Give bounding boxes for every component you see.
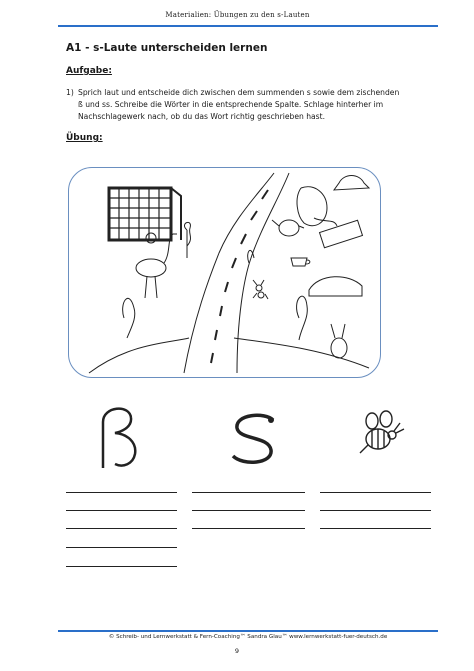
teapot-illustration [272,220,304,236]
answer-line-col1-4[interactable] [66,547,177,548]
instruction-line-1: Sprich laut und entscheide dich zwischen dem summenden s sowie dem zischenden [78,88,400,97]
ant-illustration [253,280,268,299]
answer-line-col1-1[interactable] [66,492,177,493]
walrus-baby-illustration [297,187,337,226]
footer-credit: © Schreib- und Lernwerkstatt & Fern-Coaching™ Sandra Glau™ www.lernwerkstatt-fuer-deutsch.de [108,634,388,640]
flute-illustration [320,220,363,248]
iron-illustration [309,277,362,296]
answer-line-col3-2[interactable] [320,510,431,511]
answer-line-col1-5[interactable] [66,566,177,567]
bee-icon [350,405,410,465]
answer-line-col2-1[interactable] [192,492,305,493]
cup-illustration [291,258,310,266]
goal-net-illustration [109,188,181,240]
instruction-number: 1) [66,88,74,97]
answer-line-col1-3[interactable] [66,528,177,529]
answer-line-col1-2[interactable] [66,510,177,511]
answer-line-col2-2[interactable] [192,510,305,511]
instruction-line-2: ß und ss. Schreibe die Wörter in die entsprechende Spalte. Schlage hinterher im [78,100,384,109]
header-rule [58,25,438,27]
scene-illustration [69,168,382,379]
page-number: 9 [234,647,240,655]
page-header: Materialien: Übungen zu den s-Lauten [165,11,310,19]
instruction-line-3: Nachschlagewerk nach, ob du das Wort richtig geschrieben hast. [78,112,326,121]
picture-scene [68,167,381,378]
uebung-label: Übung: [66,133,103,143]
eszett-letter-icon [85,400,145,470]
bunny-illustration [331,324,347,358]
task-title: A1 - s-Laute unterscheiden lernen [66,42,268,54]
rose-illustration [184,222,190,258]
answer-line-col3-3[interactable] [320,528,431,529]
answer-line-col3-1[interactable] [320,492,431,493]
ostrich-illustration [136,234,177,298]
bush-left [123,298,135,338]
hat-illustration [334,176,369,191]
instruction [66,87,420,123]
snake-icon [225,410,285,470]
bush-right [297,296,308,340]
aufgabe-label: Aufgabe: [66,66,112,76]
footer-rule [58,630,438,632]
answer-line-col2-3[interactable] [192,528,305,529]
